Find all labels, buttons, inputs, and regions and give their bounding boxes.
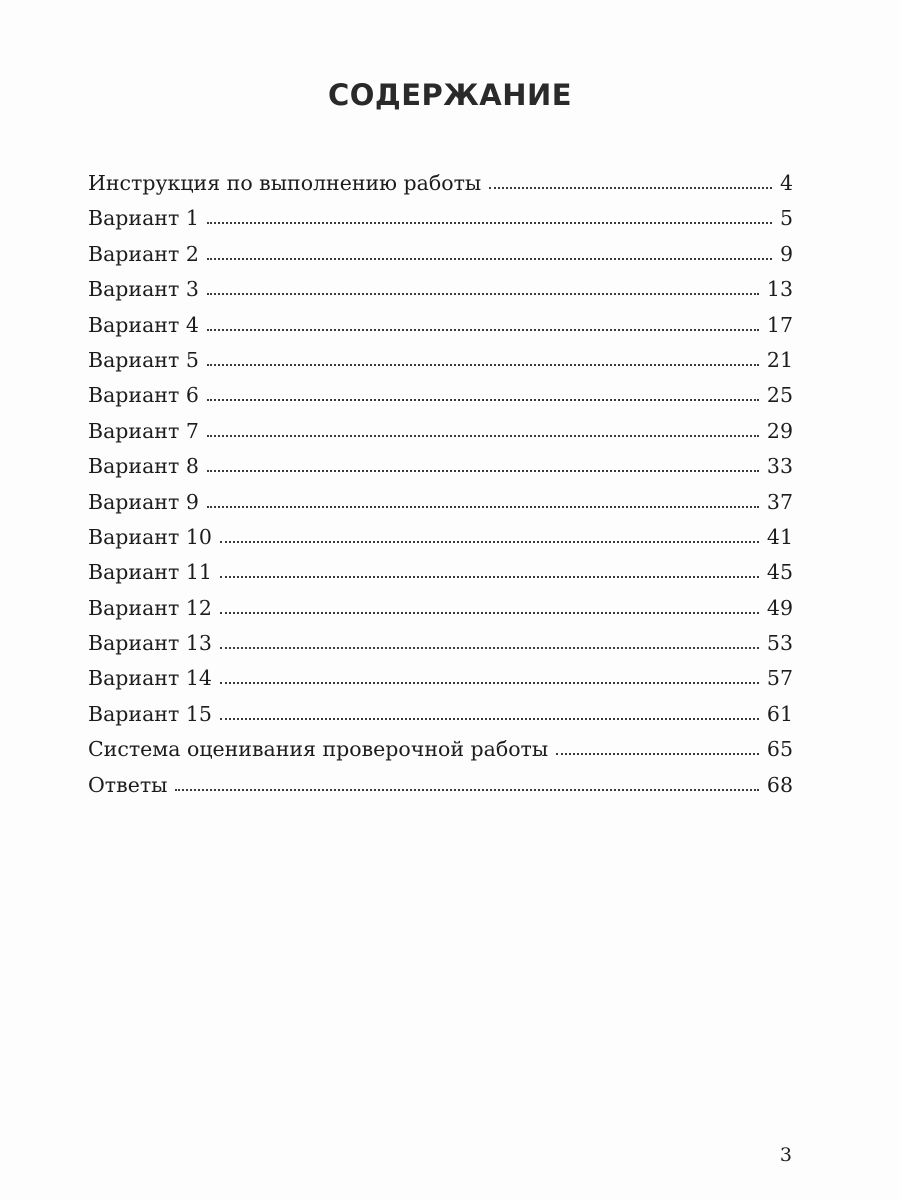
toc-entry bbox=[88, 449, 793, 484]
table-of-contents bbox=[88, 166, 793, 803]
toc-entry bbox=[88, 308, 793, 343]
toc-leader-dots bbox=[220, 574, 759, 578]
toc-entry bbox=[88, 626, 793, 661]
toc-entry-label: Вариант 14 bbox=[88, 666, 212, 691]
toc-entry-label: Система оценивания проверочной работы bbox=[88, 737, 549, 762]
toc-entry-page: 49 bbox=[766, 595, 793, 620]
toc-entry bbox=[88, 166, 793, 201]
page-number: 3 bbox=[779, 1144, 792, 1166]
toc-entry-page: 9 bbox=[779, 241, 793, 266]
toc-leader-dots bbox=[207, 256, 772, 260]
toc-leader-dots bbox=[220, 716, 759, 720]
toc-entry-label: Вариант 15 bbox=[88, 701, 212, 726]
toc-entry-page: 4 bbox=[779, 171, 793, 195]
toc-entry-label: Вариант 7 bbox=[88, 418, 199, 443]
toc-entry-page: 61 bbox=[766, 701, 793, 726]
toc-entry bbox=[88, 378, 793, 413]
toc-leader-dots bbox=[220, 539, 759, 543]
toc-leader-dots bbox=[207, 397, 759, 401]
toc-entry-page: 13 bbox=[766, 277, 793, 302]
toc-entry bbox=[88, 732, 793, 767]
toc-entry-page: 57 bbox=[766, 666, 793, 691]
toc-entry-label: Вариант 8 bbox=[88, 454, 199, 479]
toc-leader-dots bbox=[207, 433, 759, 437]
toc-entry-page: 29 bbox=[766, 418, 793, 443]
toc-entry-page: 41 bbox=[766, 524, 793, 549]
toc-entry-page: 45 bbox=[766, 560, 793, 585]
toc-entry-page: 5 bbox=[779, 206, 793, 231]
toc-leader-dots bbox=[207, 362, 759, 366]
toc-leader-dots bbox=[175, 787, 758, 791]
toc-entry-label: Вариант 9 bbox=[88, 489, 199, 514]
toc-leader-dots bbox=[207, 468, 759, 472]
toc-entry-label: Вариант 12 bbox=[88, 595, 212, 620]
toc-leader-dots bbox=[207, 291, 759, 295]
toc-entry bbox=[88, 555, 793, 590]
toc-entry-page: 33 bbox=[766, 454, 793, 479]
toc-entry-label: Вариант 5 bbox=[88, 347, 199, 372]
toc-entry-label: Инструкция по выполнению работы bbox=[88, 171, 482, 195]
toc-leader-dots bbox=[556, 751, 759, 755]
toc-entry-label: Вариант 10 bbox=[88, 524, 212, 549]
toc-leader-dots bbox=[207, 327, 759, 331]
toc-entry-page: 37 bbox=[766, 489, 793, 514]
toc-entry-page: 17 bbox=[766, 312, 793, 337]
toc-entry bbox=[88, 201, 793, 236]
toc-leader-dots bbox=[220, 645, 759, 649]
toc-entry-page: 53 bbox=[766, 631, 793, 656]
toc-entry bbox=[88, 768, 793, 803]
toc-entry-label: Вариант 2 bbox=[88, 241, 199, 266]
toc-entry-label: Вариант 6 bbox=[88, 383, 199, 408]
toc-entry bbox=[88, 414, 793, 449]
toc-entry-page: 68 bbox=[766, 772, 793, 797]
toc-entry bbox=[88, 237, 793, 272]
toc-entry bbox=[88, 343, 793, 378]
toc-entry-label: Вариант 3 bbox=[88, 277, 199, 302]
toc-entry-page: 25 bbox=[766, 383, 793, 408]
toc-entry-label: Ответы bbox=[88, 772, 168, 797]
toc-entry-label: Вариант 4 bbox=[88, 312, 199, 337]
toc-entry bbox=[88, 272, 793, 307]
toc-entry bbox=[88, 697, 793, 732]
toc-entry-page: 21 bbox=[766, 347, 793, 372]
toc-entry-label: Вариант 11 bbox=[88, 560, 212, 585]
toc-entry bbox=[88, 661, 793, 696]
toc-leader-dots bbox=[220, 680, 759, 684]
toc-leader-dots bbox=[207, 504, 759, 508]
toc-entry bbox=[88, 591, 793, 626]
toc-entry bbox=[88, 520, 793, 555]
toc-entry-label: Вариант 13 bbox=[88, 631, 212, 656]
toc-entry-page: 65 bbox=[766, 737, 793, 762]
page-title: СОДЕРЖАНИЕ bbox=[327, 78, 573, 112]
toc-entry-label: Вариант 1 bbox=[88, 206, 199, 231]
toc-leader-dots bbox=[220, 610, 759, 614]
toc-leader-dots bbox=[207, 220, 772, 224]
toc-leader-dots bbox=[489, 185, 772, 189]
toc-entry bbox=[88, 485, 793, 520]
